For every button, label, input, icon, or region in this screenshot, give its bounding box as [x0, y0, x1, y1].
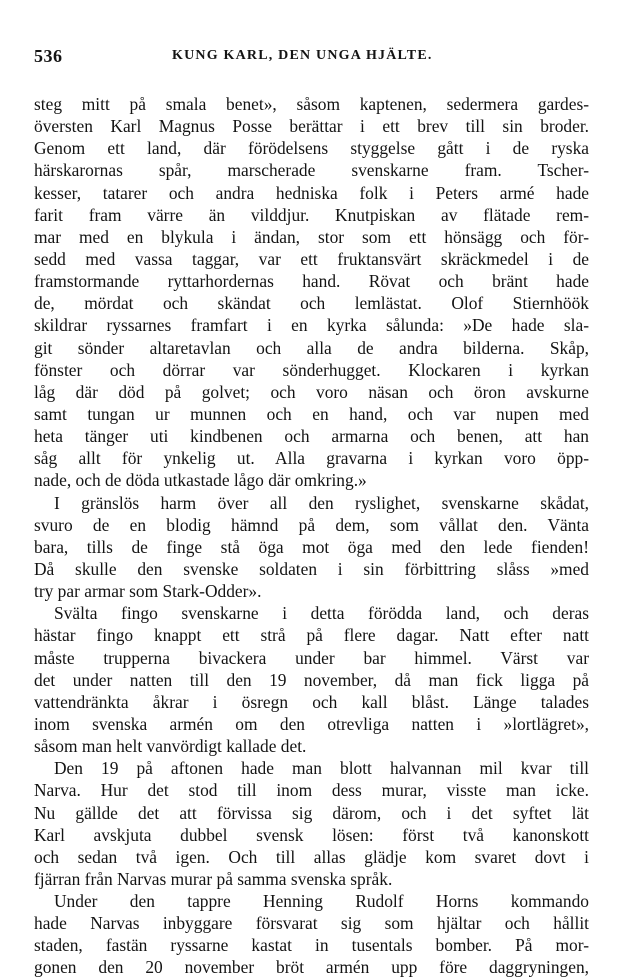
text-line: framstormande ryttarhordernas hand. Rövat och bränt hade [34, 271, 589, 292]
text-line: bara, tills de finge stå öga mot öga med den lede fienden! [34, 536, 589, 557]
text-line: låg där död på golvet; och voro näsan och öron avskurne [34, 381, 589, 402]
text-line: måste trupperna bivackera under bar himmel. Värst var [34, 647, 589, 668]
text-line: farit fram värre än vilddjur. Knutpiskan av flätade rem- [34, 204, 589, 225]
text-line: fjärran från Narvas murar på samma svenska språk. [34, 868, 393, 889]
text-line: Då skulle den svenske soldaten i sin förbittring slåss »med [34, 558, 589, 579]
text-line: kesser, tatarer och andra hedniska folk i Peters armé hade [34, 182, 589, 203]
text-line: steg mitt på smala benet», såsom kaptenen, sedermera gardes- [34, 94, 589, 114]
text-line: samt tungan ur munnen och en hand, och var nupen med [34, 403, 589, 424]
page-header [34, 46, 602, 76]
text-line: vattendränkta åkrar i ösregn och kall blåst. Länge talades [34, 691, 589, 712]
text-line: Narva. Hur det stod till inom dess murar, visste man icke. [34, 780, 589, 801]
text-line: Den 19 på aftonen hade man blott halvannan mil kvar till [54, 758, 589, 779]
text-line: mar med en blykula i ändan, stor som ett hönsägg och för- [34, 226, 589, 247]
text-line: nade, och de döda utkastade lågo där omkring.» [34, 470, 367, 491]
text-line: och sedan två igen. Och till allas glädje kom svaret dovt i [34, 846, 589, 867]
text-line: svuro de en blodig hämnd på dem, som vållat den. Vänta [34, 514, 589, 535]
text-line: Karl avskjuta dubbel svensk lösen: först två kanonskott [34, 824, 589, 845]
text-line: sedd med vassa taggar, var ett fruktansvärt skräckmedel i de [34, 248, 589, 269]
text-line: det under natten till den 19 november, då man fick ligga på [34, 669, 589, 690]
text-line: Under den tappre Henning Rudolf Horns kommando [54, 891, 589, 912]
text-line: inom svenska armén om den otrevliga natten i »lortlägret», [34, 713, 589, 734]
text-line: git sönder altaretavlan och alla de andra bilderna. Skåp, [34, 337, 589, 358]
page-number: 536 [34, 46, 63, 66]
text-line: såsom man helt vanvördigt kallade det. [34, 736, 307, 757]
text-line: try par armar som Stark-Odder». [34, 581, 262, 602]
text-line: staden, fastän ryssarne kastat in tusentals bomber. På mor- [34, 935, 589, 956]
text-line: heta tänger uti kindbenen och armarna och benen, att han [34, 426, 589, 447]
text-line: hästar fingo knappt ett strå på flere dagar. Natt efter natt [34, 625, 589, 646]
text-line: I gränslös harm över all den ryslighet, svenskarne skådat, [54, 492, 589, 513]
text-line: gonen den 20 november bröt armén upp före daggryningen, [34, 957, 589, 978]
text-line: härskarornas spår, marscherade svenskarne fram. Tscher- [34, 160, 589, 181]
text-line: Svälta fingo svenskarne i detta förödda land, och deras [54, 603, 589, 624]
text-line: Nu gällde det att förvissa sig därom, och i det syftet lät [34, 802, 589, 823]
text-line: hade Narvas inbyggare försvarat sig som hjältar och hållit [34, 913, 589, 934]
text-line: de, mördat och skändat och lemlästat. Olof Stiernhöök [34, 293, 589, 314]
text-line: Genom ett land, där förödelsens styggelse gått i de ryska [34, 138, 589, 159]
body-text [34, 93, 589, 979]
text-line: översten Karl Magnus Posse berättar i ett brev till sin broder. [34, 116, 589, 137]
text-line: fönster och dörrar var sönderhugget. Klockaren i kyrkan [34, 359, 589, 380]
running-title: KUNG KARL, DEN UNGA HJÄLTE. [172, 48, 433, 63]
text-line: såg allt för ynkelig ut. Alla gravarna i kyrkan voro öpp- [34, 448, 589, 469]
text-line: skildrar ryssarnes framfart i en kyrka sålunda: »De hade sla- [34, 315, 589, 336]
